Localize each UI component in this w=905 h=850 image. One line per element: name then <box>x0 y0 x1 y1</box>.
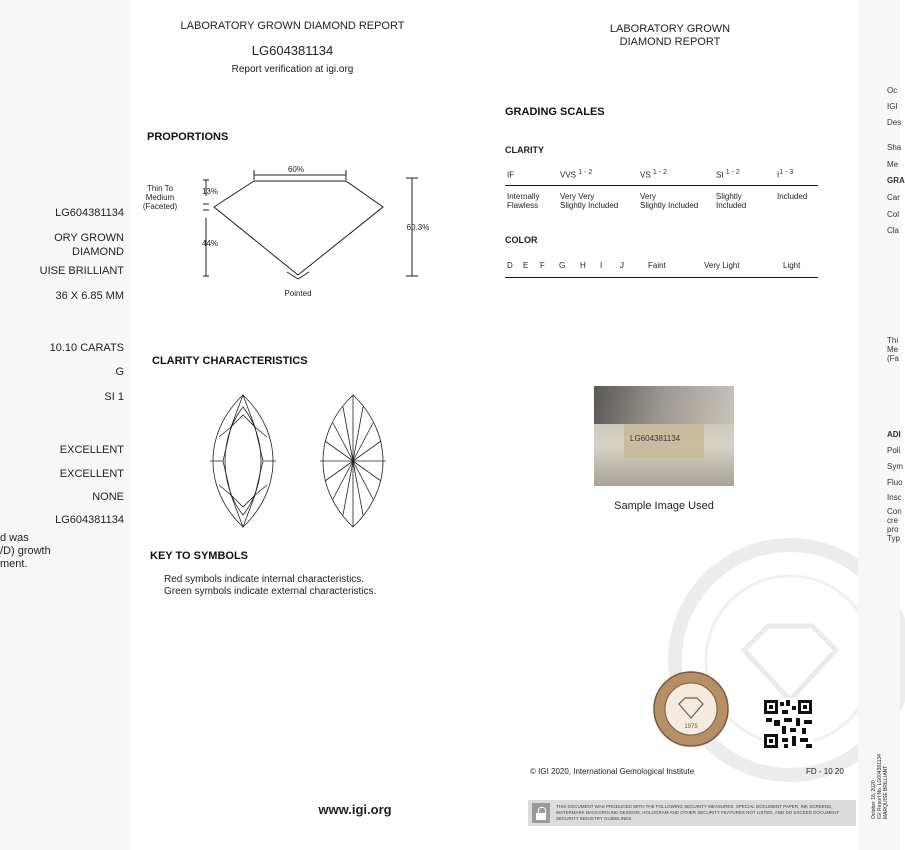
fr-label-10: Me <box>887 345 899 354</box>
fr-label-14: Sym <box>887 462 903 471</box>
fr-label-8: Cla <box>887 226 900 235</box>
fr-label-4: Me <box>887 160 899 169</box>
security-note: THIS DOCUMENT WAS PRODUCED WITH THE FOLLOWING SECURITY MEASURES: SPECIAL DOCUMENT PAPER, INK SCREENS, WATERMARK BACKGROUND DESIGNS, HOLOGRAM AND OTHER SECURITY FEATURES NOT LISTED, AND DO EXCEED DOCUMENT SECURITY INDUSTRY GUIDELINES. <box>556 804 840 821</box>
color-faint: Faint <box>648 261 666 270</box>
color-letter-j: J <box>620 261 624 270</box>
inscription-value: LG604381134 <box>55 514 124 526</box>
clarity-scale-title: CLARITY <box>505 145 544 155</box>
qr-code[interactable] <box>762 698 814 750</box>
clarity-code-if: IF <box>507 170 515 180</box>
center-report-number: LG604381134 <box>251 43 334 58</box>
clarity-desc-vs: Very Slightly Included <box>640 192 699 210</box>
clarity-plot-diagram <box>205 393 395 531</box>
sample-inscription-text: LG604381134 <box>630 434 681 443</box>
seal-year: 1975 <box>684 724 698 730</box>
report-number: LG604381134 <box>55 207 124 219</box>
comments-line-1: d was <box>0 532 29 544</box>
symmetry-value: EXCELLENT <box>59 468 124 480</box>
color-letter-i: I <box>600 261 603 270</box>
table-percent: 60% <box>287 165 305 174</box>
vertical-line-2: IGI Report No. LG604381134 <box>877 754 883 819</box>
clarity-desc-if: Internally Flawless <box>507 192 540 210</box>
fr-label-13: Poli <box>887 446 901 455</box>
color-scale-divider <box>505 277 818 278</box>
crown-percent: 13% <box>201 187 219 196</box>
copyright-text: © IGI 2020, International Gemological Institute <box>530 767 695 776</box>
proportions-diagram <box>130 150 460 305</box>
pavilion-percent: 44% <box>201 239 219 248</box>
fr-label-11: (Fa <box>887 354 899 363</box>
clarity-value: SI 1 <box>104 391 124 403</box>
description-line-1: ORY GROWN <box>54 232 124 244</box>
key-to-symbols-title: KEY TO SYMBOLS <box>150 550 249 562</box>
comments-line-2: /D) growth <box>0 545 51 557</box>
girdle-line-1: Thin To <box>146 184 174 193</box>
center-report-header: LABORATORY GROWN DIAMOND REPORT <box>180 20 405 32</box>
right-header-line-2: DIAMOND REPORT <box>619 36 721 48</box>
report-verification: Report verification at igi.org <box>231 64 354 75</box>
depth-percent: 60.3% <box>406 223 430 232</box>
sample-image-caption: Sample Image Used <box>614 500 714 512</box>
right-header-line-1: LABORATORY GROWN <box>609 23 731 35</box>
girdle-line-2: Medium <box>145 193 175 202</box>
description-line-2: DIAMOND <box>72 246 124 258</box>
clarity-code-vvs: VVS $^{1 - 2}$ <box>560 169 593 180</box>
color-letter-f: F <box>540 261 545 270</box>
form-code: FD - 10 20 <box>806 767 844 776</box>
color-letter-g: G <box>559 261 566 270</box>
fr-label-20: Typ <box>887 534 900 543</box>
girdle-line-3: (Faceted) <box>142 202 178 211</box>
color-light: Light <box>783 261 801 270</box>
security-lock-icon <box>532 803 550 823</box>
left-summary-panel <box>0 0 130 850</box>
clarity-desc-vvs: Very Very Slightly Included <box>560 192 619 210</box>
color-letter-d: D <box>507 261 513 270</box>
website-link[interactable]: www.igi.org <box>318 802 392 817</box>
security-band <box>528 800 856 826</box>
polish-value: EXCELLENT <box>59 444 124 456</box>
fr-label-5: GRA <box>887 176 905 185</box>
fr-label-1: IGI <box>887 102 898 111</box>
clarity-desc-si: Slightly Included <box>716 192 747 210</box>
fr-label-7: Col <box>887 210 900 219</box>
key-red-text: Red symbols indicate internal characteristics. <box>164 574 365 585</box>
color-value: G <box>115 366 124 378</box>
diamond-profile <box>214 181 383 275</box>
fr-label-17: Con <box>887 507 902 516</box>
clarity-code-i: $I^{1 - 3}$ <box>777 169 794 180</box>
fr-label-16: Insc <box>887 493 902 502</box>
clarity-code-si: SI $^{1 - 2}$ <box>716 169 740 180</box>
fr-label-2: Des <box>887 118 902 127</box>
fr-label-9: Thi <box>887 336 899 345</box>
fr-label-19: pro <box>887 525 899 534</box>
grading-scales-title: GRADING SCALES <box>505 106 605 118</box>
proportions-title: PROPORTIONS <box>147 131 229 143</box>
color-letter-h: H <box>580 261 586 270</box>
clarity-characteristics-title: CLARITY CHARACTERISTICS <box>152 355 308 367</box>
vertical-line-3: MARQUISE BRILLIANT <box>883 765 889 819</box>
fr-label-15: Fluo <box>887 478 903 487</box>
sample-inscription-image <box>594 386 734 486</box>
color-letter-e: E <box>523 261 529 270</box>
measurements-value: 36 X 6.85 MM <box>55 290 124 302</box>
fr-label-3: Sha <box>887 143 902 152</box>
fr-label-18: cre <box>887 516 899 525</box>
fr-label-6: Car <box>887 193 900 202</box>
color-very-light: Very Light <box>704 261 740 270</box>
comments-line-3: ment. <box>0 558 28 570</box>
key-green-text: Green symbols indicate external characteristics. <box>164 586 377 597</box>
shape-value: UISE BRILLIANT <box>39 265 124 277</box>
clarity-code-vs: VS $^{1 - 2}$ <box>640 169 667 180</box>
clarity-desc-i: Included <box>777 192 808 201</box>
fluorescence-value: NONE <box>92 491 124 503</box>
carat-value: 10.10 CARATS <box>49 342 124 354</box>
fr-label-12: ADI <box>887 430 901 439</box>
igi-seal-logo <box>652 670 730 748</box>
fr-label-0: Oc <box>887 86 898 95</box>
culet-label: Pointed <box>284 289 312 298</box>
color-scale-title: COLOR <box>505 235 538 245</box>
vertical-line-1: October 18, 2020 <box>871 780 877 819</box>
far-right-panel <box>858 0 905 850</box>
clarity-scale-divider <box>505 185 818 186</box>
vertical-date-block <box>858 740 900 820</box>
